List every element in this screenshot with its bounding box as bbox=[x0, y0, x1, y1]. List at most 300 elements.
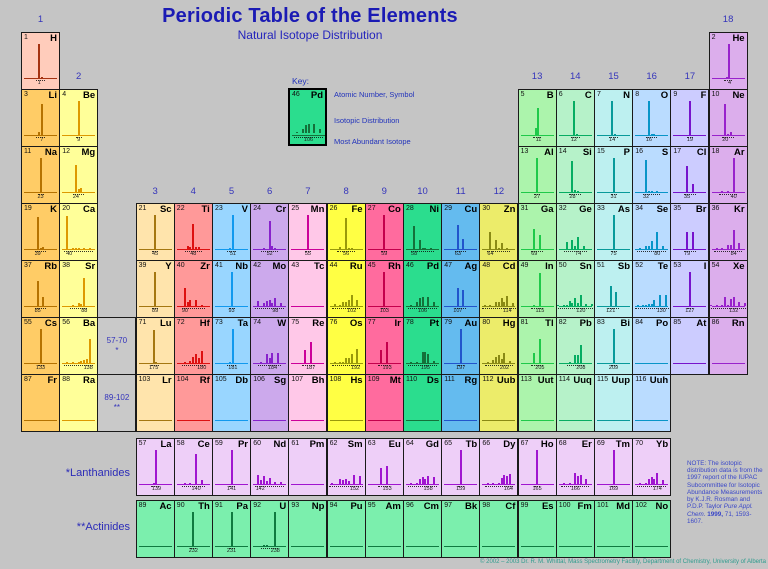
isotope-bar bbox=[78, 248, 80, 249]
element-cell-np[interactable] bbox=[288, 500, 327, 558]
element-cell-fm[interactable] bbox=[556, 500, 595, 558]
abundant-mass-label: 7 bbox=[40, 137, 44, 144]
isotope-bar bbox=[201, 351, 203, 363]
element-cell-he[interactable] bbox=[709, 32, 748, 90]
element-symbol: W bbox=[277, 318, 287, 329]
element-symbol: Hg bbox=[502, 318, 516, 329]
atomic-number: 53 bbox=[673, 262, 682, 269]
element-cell-zr[interactable] bbox=[174, 260, 213, 318]
element-symbol: U bbox=[279, 501, 287, 512]
isotope-bar bbox=[710, 305, 712, 306]
element-cell-mg[interactable] bbox=[59, 146, 98, 204]
isotope-bar bbox=[339, 479, 341, 484]
isotope-bar bbox=[648, 246, 650, 249]
isotope-bar bbox=[648, 191, 650, 192]
element-cell-ba[interactable] bbox=[59, 317, 98, 375]
atomic-number: 86 bbox=[711, 319, 720, 326]
abundant-mass-label: 152 bbox=[349, 486, 360, 493]
isotope-bar bbox=[271, 246, 273, 249]
isotope-bar bbox=[460, 450, 462, 484]
element-cell-db[interactable] bbox=[212, 374, 251, 432]
element-symbol: Nd bbox=[273, 439, 287, 450]
key-item-most-abundant: Most Abundant Isotope bbox=[334, 137, 411, 146]
isotope-axis bbox=[139, 420, 172, 421]
isotope-bar bbox=[263, 545, 265, 546]
element-cell-nb[interactable] bbox=[212, 260, 251, 318]
isotope-bar bbox=[563, 483, 565, 484]
isotope-bar bbox=[716, 305, 718, 306]
abundant-mass-label: 205 bbox=[535, 365, 545, 372]
element-symbol: Ni bbox=[429, 204, 439, 215]
atomic-number: 50 bbox=[558, 262, 567, 269]
isotope-bar bbox=[427, 476, 429, 484]
abundant-mass-label: 52 bbox=[266, 251, 273, 258]
isotope-bar bbox=[342, 480, 344, 484]
element-cell-am[interactable] bbox=[365, 500, 404, 558]
element-cell-kr[interactable] bbox=[709, 203, 748, 261]
isotope-bar bbox=[651, 134, 653, 135]
atomic-number: 89 bbox=[138, 502, 147, 509]
element-cell-mn[interactable] bbox=[288, 203, 327, 261]
element-cell-rg[interactable] bbox=[441, 374, 480, 432]
element-cell-rf[interactable] bbox=[174, 374, 213, 432]
atomic-number: 56 bbox=[62, 319, 70, 326]
atomic-number: 46 bbox=[292, 91, 300, 98]
element-symbol: Lr bbox=[162, 375, 172, 386]
element-cell-sr[interactable] bbox=[59, 260, 98, 318]
atomic-number: 13 bbox=[520, 148, 529, 155]
copyright-text: © 2002 – 2003 Dr. R. M. Whittal, Mass Spectrometry Facility, Department of Chemistry, University of Alberta bbox=[480, 559, 766, 565]
isotope-bar bbox=[231, 272, 233, 306]
isotope-axis bbox=[330, 420, 363, 421]
isotope-bar bbox=[231, 450, 233, 484]
element-cell-y[interactable] bbox=[136, 260, 175, 318]
element-cell-uuq[interactable] bbox=[556, 374, 595, 432]
element-cell-uuh[interactable] bbox=[632, 374, 671, 432]
isotope-bar bbox=[339, 305, 341, 306]
element-cell-sb[interactable] bbox=[594, 260, 633, 318]
element-cell-cu[interactable] bbox=[441, 203, 480, 261]
abundant-mass-label: 159 bbox=[456, 486, 466, 493]
isotope-axis bbox=[62, 420, 95, 421]
isotope-axis bbox=[521, 420, 554, 421]
isotope-bar bbox=[424, 248, 426, 249]
element-cell-na[interactable] bbox=[21, 146, 60, 204]
isotope-bar bbox=[269, 300, 271, 306]
atomic-number: 44 bbox=[329, 262, 338, 269]
element-cell-br[interactable] bbox=[670, 203, 709, 261]
element-cell-ac[interactable] bbox=[136, 500, 175, 558]
element-cell-v[interactable] bbox=[212, 203, 251, 261]
isotope-bar bbox=[319, 129, 321, 133]
isotope-bar bbox=[645, 483, 647, 484]
element-cell-pr[interactable] bbox=[212, 438, 251, 496]
isotope-bar bbox=[37, 217, 39, 249]
element-cell-te[interactable] bbox=[632, 260, 671, 318]
atomic-number: 55 bbox=[24, 319, 32, 326]
atomic-number: 17 bbox=[673, 148, 682, 155]
isotope-axis bbox=[177, 420, 210, 421]
element-cell-ta[interactable] bbox=[212, 317, 251, 375]
element-cell-mt[interactable] bbox=[365, 374, 404, 432]
isotope-bar bbox=[302, 129, 304, 133]
isotope-bar bbox=[383, 272, 385, 306]
isotope-bar bbox=[89, 339, 91, 363]
element-cell-la[interactable] bbox=[136, 438, 175, 496]
element-cell-uut[interactable] bbox=[518, 374, 557, 432]
element-cell-ni[interactable] bbox=[403, 203, 442, 261]
element-symbol: F bbox=[700, 90, 707, 101]
element-cell-mo[interactable] bbox=[250, 260, 289, 318]
isotope-bar bbox=[566, 242, 568, 249]
element-symbol: Sb bbox=[617, 261, 630, 272]
element-cell-ge[interactable] bbox=[556, 203, 595, 261]
isotope-bar bbox=[580, 295, 582, 306]
isotope-bar bbox=[257, 475, 259, 484]
isotope-bar bbox=[83, 360, 85, 363]
abundant-mass-label: 165 bbox=[532, 486, 542, 493]
atomic-number: 100 bbox=[558, 502, 571, 509]
isotope-bar bbox=[733, 230, 735, 249]
element-cell-li[interactable] bbox=[21, 89, 60, 147]
isotope-bar bbox=[271, 353, 273, 363]
element-symbol: Rb bbox=[44, 261, 57, 272]
abundant-mass-label: 138 bbox=[83, 365, 93, 372]
placeholder-marker: * bbox=[115, 346, 119, 355]
element-cell-uub[interactable] bbox=[479, 374, 518, 432]
atomic-number: 69 bbox=[597, 440, 605, 447]
element-cell-yb[interactable] bbox=[632, 438, 671, 496]
actinides-label: **Actinides bbox=[76, 521, 130, 533]
element-cell-lr[interactable] bbox=[136, 374, 175, 432]
element-cell-gd[interactable] bbox=[403, 438, 442, 496]
isotope-bar bbox=[571, 303, 573, 306]
abundant-mass-label: 115 bbox=[535, 308, 545, 315]
isotope-bar bbox=[38, 132, 40, 135]
isotope-bar bbox=[229, 248, 231, 249]
isotope-bar bbox=[648, 479, 650, 484]
isotope-bar bbox=[645, 246, 647, 249]
isotope-bar bbox=[356, 300, 358, 306]
element-cell-zn[interactable] bbox=[479, 203, 518, 261]
isotope-bar bbox=[419, 240, 421, 249]
element-cell-cd[interactable] bbox=[479, 260, 518, 318]
element-cell-tb[interactable] bbox=[441, 438, 480, 496]
element-cell-h[interactable] bbox=[21, 32, 60, 90]
element-cell-os[interactable] bbox=[327, 317, 366, 375]
isotope-bar bbox=[503, 353, 505, 363]
element-cell-es[interactable] bbox=[518, 500, 557, 558]
abundant-mass-label: 9 bbox=[77, 137, 81, 144]
atomic-number: 94 bbox=[329, 502, 338, 509]
isotope-bar bbox=[232, 329, 234, 363]
element-cell-ag[interactable] bbox=[441, 260, 480, 318]
element-symbol: Cs bbox=[44, 318, 57, 329]
isotope-bar bbox=[656, 232, 658, 249]
atomic-number: 29 bbox=[444, 205, 452, 212]
abundant-mass-label: 80 bbox=[654, 251, 661, 258]
isotope-bar bbox=[154, 215, 156, 249]
atomic-number: 109 bbox=[367, 376, 380, 383]
element-cell-w[interactable] bbox=[250, 317, 289, 375]
atomic-number: 41 bbox=[215, 262, 223, 269]
isotope-bar bbox=[539, 339, 541, 363]
element-cell-md[interactable] bbox=[594, 500, 633, 558]
isotope-bar bbox=[422, 477, 424, 484]
element-cell-cm[interactable] bbox=[403, 500, 442, 558]
element-cell-sg[interactable] bbox=[250, 374, 289, 432]
element-cell-cr[interactable] bbox=[250, 203, 289, 261]
isotope-bar bbox=[274, 482, 276, 484]
atomic-number: 3 bbox=[24, 91, 28, 98]
atomic-number: 7 bbox=[597, 91, 601, 98]
group-label-16: 16 bbox=[646, 71, 657, 82]
element-cell-in[interactable] bbox=[518, 260, 557, 318]
atomic-number: 48 bbox=[482, 262, 491, 269]
abundant-mass-label: 130 bbox=[656, 308, 666, 315]
element-cell-sc[interactable] bbox=[136, 203, 175, 261]
element-cell-xe[interactable] bbox=[709, 260, 748, 318]
element-cell-cl[interactable] bbox=[670, 146, 709, 204]
element-cell-no[interactable] bbox=[632, 500, 671, 558]
isotope-bar bbox=[574, 298, 576, 306]
isotope-bar bbox=[345, 358, 347, 363]
isotope-bar bbox=[686, 232, 688, 249]
isotope-bar bbox=[727, 245, 729, 249]
element-symbol: Rg bbox=[464, 375, 478, 386]
isotope-axis bbox=[635, 420, 668, 421]
element-cell-th[interactable] bbox=[174, 500, 213, 558]
element-cell-rn[interactable] bbox=[709, 317, 748, 375]
element-symbol: Mg bbox=[81, 147, 96, 158]
element-cell-p[interactable] bbox=[594, 146, 633, 204]
isotope-bar bbox=[645, 305, 647, 306]
data-source-note bbox=[687, 460, 765, 525]
atomic-number: 12 bbox=[62, 148, 70, 155]
isotope-bar bbox=[189, 361, 191, 363]
element-symbol: Lu bbox=[159, 318, 172, 329]
isotope-bar bbox=[78, 101, 80, 135]
abundant-mass-label: 35 bbox=[684, 194, 691, 201]
element-cell-po[interactable] bbox=[632, 317, 671, 375]
isotope-bar bbox=[78, 189, 80, 192]
element-cell-fe[interactable] bbox=[327, 203, 366, 261]
element-cell-ir[interactable] bbox=[365, 317, 404, 375]
isotope-bar bbox=[648, 304, 650, 306]
element-cell-tm[interactable] bbox=[594, 438, 633, 496]
element-symbol: Pr bbox=[237, 439, 248, 450]
element-cell-k[interactable] bbox=[21, 203, 60, 261]
element-symbol: Na bbox=[44, 147, 57, 158]
isotope-bar bbox=[501, 359, 503, 363]
isotope-bar bbox=[730, 299, 732, 306]
element-cell-se[interactable] bbox=[632, 203, 671, 261]
element-cell-b[interactable] bbox=[518, 89, 557, 147]
atomic-number: 58 bbox=[176, 440, 185, 447]
element-cell-re[interactable] bbox=[288, 317, 327, 375]
group-label-10: 10 bbox=[417, 186, 428, 197]
isotope-bar bbox=[727, 134, 729, 135]
element-cell-as[interactable] bbox=[594, 203, 633, 261]
atomic-number: 87 bbox=[24, 376, 32, 383]
element-cell-cf[interactable] bbox=[479, 500, 518, 558]
isotope-bar bbox=[613, 215, 615, 249]
element-symbol: Ti bbox=[201, 204, 210, 215]
isotope-bar bbox=[266, 354, 268, 363]
element-cell-rb[interactable] bbox=[21, 260, 60, 318]
abundant-mass-label: 19 bbox=[686, 137, 693, 144]
isotope-bar bbox=[192, 224, 194, 249]
isotope-bar bbox=[78, 362, 80, 363]
isotope-bar bbox=[305, 125, 307, 133]
element-cell-i[interactable] bbox=[670, 260, 709, 318]
isotope-bar bbox=[422, 297, 424, 306]
element-cell-eu[interactable] bbox=[365, 438, 404, 496]
element-cell-o[interactable] bbox=[632, 89, 671, 147]
element-cell-au[interactable] bbox=[441, 317, 480, 375]
element-symbol: Pm bbox=[309, 439, 325, 450]
element-cell-si[interactable] bbox=[556, 146, 595, 204]
element-cell-nd[interactable] bbox=[250, 438, 289, 496]
element-cell-hf[interactable] bbox=[174, 317, 213, 375]
element-symbol: Po bbox=[656, 318, 669, 329]
isotope-bar bbox=[503, 302, 505, 306]
abundant-mass-label: 58 bbox=[411, 251, 418, 258]
element-cell-at[interactable] bbox=[670, 317, 709, 375]
isotope-bar bbox=[744, 303, 746, 306]
atomic-number: 115 bbox=[597, 376, 609, 383]
element-cell-ar[interactable] bbox=[709, 146, 748, 204]
element-cell-n[interactable] bbox=[594, 89, 633, 147]
element-cell-f[interactable] bbox=[670, 89, 709, 147]
element-symbol: Sr bbox=[85, 261, 96, 272]
isotope-bar bbox=[410, 483, 412, 484]
element-cell-c[interactable] bbox=[556, 89, 595, 147]
abundant-mass-label: 142 bbox=[255, 486, 265, 493]
element-cell-pu[interactable] bbox=[327, 500, 366, 558]
element-cell-sm[interactable] bbox=[327, 438, 366, 496]
atomic-number: 4 bbox=[62, 91, 67, 98]
element-symbol: Dy bbox=[503, 439, 516, 450]
isotope-axis bbox=[291, 420, 324, 421]
element-cell-hg[interactable] bbox=[479, 317, 518, 375]
element-symbol: Cd bbox=[502, 261, 516, 272]
abundant-mass-label: 93 bbox=[228, 308, 235, 315]
element-cell-ga[interactable] bbox=[518, 203, 557, 261]
element-cell-be[interactable] bbox=[59, 89, 98, 147]
element-symbol: Zn bbox=[503, 204, 516, 215]
isotope-bar bbox=[487, 362, 489, 363]
element-cell-ti[interactable] bbox=[174, 203, 213, 261]
element-cell-er[interactable] bbox=[556, 438, 595, 496]
element-cell-al[interactable] bbox=[518, 146, 557, 204]
key-sample-cell-pd bbox=[288, 88, 327, 146]
element-cell-ce[interactable] bbox=[174, 438, 213, 496]
isotope-bar bbox=[383, 215, 385, 249]
isotope-bar bbox=[733, 297, 735, 306]
abundant-mass-label: 181 bbox=[228, 365, 238, 372]
isotope-bar bbox=[591, 304, 593, 306]
isotope-bar bbox=[580, 475, 582, 484]
element-cell-pa[interactable] bbox=[212, 500, 251, 558]
atomic-number: 20 bbox=[62, 205, 70, 212]
element-cell-sn[interactable] bbox=[556, 260, 595, 318]
element-symbol: Mn bbox=[310, 204, 325, 215]
element-cell-cs[interactable] bbox=[21, 317, 60, 375]
element-cell-tl[interactable] bbox=[518, 317, 557, 375]
element-cell-co[interactable] bbox=[365, 203, 404, 261]
abundant-mass-label: 164 bbox=[503, 486, 513, 493]
isotope-bar bbox=[689, 101, 691, 135]
element-cell-bh[interactable] bbox=[288, 374, 327, 432]
element-cell-ru[interactable] bbox=[327, 260, 366, 318]
isotope-axis bbox=[291, 546, 324, 547]
element-symbol: Ce bbox=[197, 439, 210, 450]
element-cell-pb[interactable] bbox=[556, 317, 595, 375]
isotope-bar bbox=[80, 361, 82, 363]
isotope-bar bbox=[573, 101, 575, 135]
element-symbol: Ba bbox=[83, 318, 96, 329]
element-symbol: I bbox=[703, 261, 707, 272]
element-cell-u[interactable] bbox=[250, 500, 289, 558]
isotope-bar bbox=[229, 362, 231, 363]
isotope-axis bbox=[597, 546, 630, 547]
isotope-bar bbox=[535, 128, 537, 135]
element-cell-tc[interactable] bbox=[288, 260, 327, 318]
atomic-number: 108 bbox=[329, 376, 342, 383]
atomic-number: 23 bbox=[215, 205, 223, 212]
element-cell-rh[interactable] bbox=[365, 260, 404, 318]
atomic-number: 47 bbox=[444, 262, 452, 269]
element-cell-pm[interactable] bbox=[288, 438, 327, 496]
element-cell-uup[interactable] bbox=[594, 374, 633, 432]
group-label-14: 14 bbox=[570, 71, 581, 82]
element-cell-dy[interactable] bbox=[479, 438, 518, 496]
element-cell-hs[interactable] bbox=[327, 374, 366, 432]
element-cell-pt[interactable] bbox=[403, 317, 442, 375]
element-cell-ra[interactable] bbox=[59, 374, 98, 432]
isotope-bar bbox=[651, 304, 653, 306]
element-cell-fr[interactable] bbox=[21, 374, 60, 432]
element-symbol: Os bbox=[349, 318, 363, 329]
element-cell-ho[interactable] bbox=[518, 438, 557, 496]
group-label-1: 1 bbox=[37, 14, 44, 25]
isotope-axis bbox=[444, 546, 477, 547]
element-cell-ds[interactable] bbox=[403, 374, 442, 432]
abundant-mass-label: 74 bbox=[575, 251, 582, 258]
atomic-number: 64 bbox=[406, 440, 414, 447]
element-cell-ca[interactable] bbox=[59, 203, 98, 261]
isotope-bar bbox=[195, 300, 197, 306]
element-cell-ne[interactable] bbox=[709, 89, 748, 147]
placeholder-range: 89-102 bbox=[104, 393, 130, 402]
isotope-bar bbox=[577, 237, 579, 249]
abundant-mass-label: 187 bbox=[306, 365, 316, 372]
element-symbol: Ge bbox=[579, 204, 592, 215]
abundant-mass-label: 208 bbox=[576, 365, 586, 372]
isotope-bar bbox=[498, 302, 500, 306]
group-label-11: 11 bbox=[455, 186, 466, 197]
element-cell-lu[interactable] bbox=[136, 317, 175, 375]
element-symbol: At bbox=[696, 318, 707, 329]
element-symbol: Yb bbox=[656, 439, 669, 450]
isotope-bar bbox=[501, 478, 503, 484]
element-cell-bk[interactable] bbox=[441, 500, 480, 558]
atomic-number: 65 bbox=[444, 440, 452, 447]
element-cell-bi[interactable] bbox=[594, 317, 633, 375]
element-cell-s[interactable] bbox=[632, 146, 671, 204]
element-cell-pd[interactable] bbox=[403, 260, 442, 318]
